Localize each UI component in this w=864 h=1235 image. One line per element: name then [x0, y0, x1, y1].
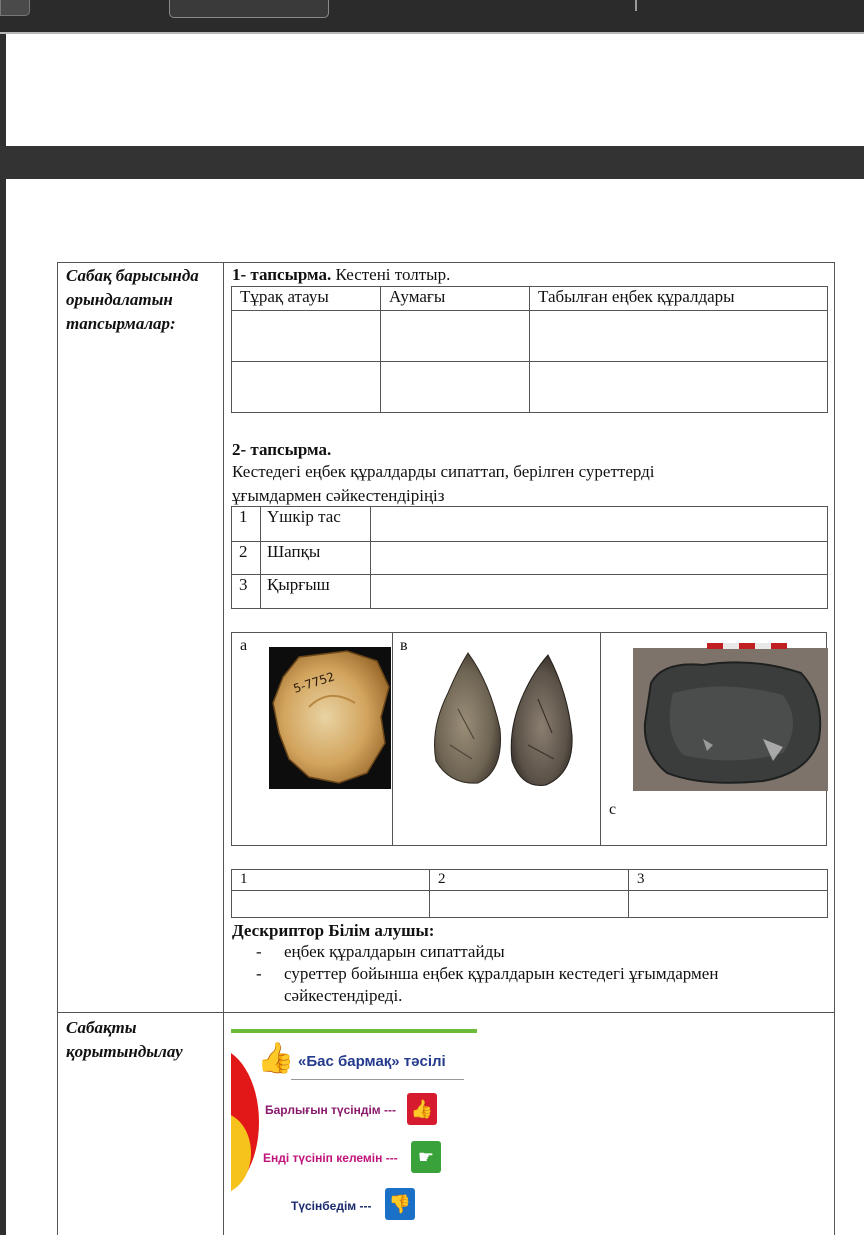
image-divider	[392, 633, 393, 845]
image-label-a: а	[240, 637, 248, 654]
task1-heading: 1- тапсырма.	[232, 265, 332, 284]
image-label-b: в	[400, 637, 408, 654]
image-divider	[600, 633, 601, 845]
answer-cell[interactable]	[232, 891, 430, 918]
task1-cell[interactable]	[530, 311, 828, 362]
handaxe-image	[428, 649, 578, 795]
task1-cell[interactable]	[381, 311, 530, 362]
task1-table	[231, 286, 828, 413]
toolbar-left-button[interactable]	[0, 0, 30, 16]
task2-row-name: Қырғыш	[261, 575, 371, 609]
image-label-c: с	[609, 801, 617, 818]
toolbar-separator	[635, 0, 637, 11]
answer-header-1: 1	[232, 870, 430, 891]
descriptor-item-continuation: сәйкестендіреді.	[284, 986, 403, 1005]
task1-cell[interactable]	[530, 362, 828, 413]
summary-heading: Сабақты қорытындылау	[66, 1018, 183, 1061]
answer-cell[interactable]	[629, 891, 828, 918]
scraper-stone-image	[633, 643, 828, 791]
option-understood: Барлығын түсіндім ---	[265, 1103, 396, 1117]
row-divider	[58, 1012, 834, 1013]
task1-line	[232, 264, 450, 286]
title-underline	[291, 1079, 464, 1080]
thumbs-title: «Бас бармақ» тәсілі	[298, 1053, 446, 1070]
tools-images	[231, 632, 827, 846]
descriptor-heading: Дескриптор Білім алушы:	[232, 921, 435, 940]
task2-row-num: 3	[232, 575, 261, 609]
descriptor-item: - суреттер бойынша еңбек құралдарын кестедегі ұғымдармен	[256, 964, 719, 983]
task2-line1: Кестедегі еңбек құралдарды сипаттап, берілген суреттерді	[232, 462, 655, 481]
toolbar-center-button[interactable]	[169, 0, 329, 18]
task2-table	[231, 506, 828, 609]
page-gap-band	[0, 146, 864, 179]
answer-header-3: 3	[629, 870, 828, 891]
task2-row-num: 2	[232, 542, 261, 575]
task1-cell[interactable]	[232, 362, 381, 413]
task1-text: Кестені толтыр.	[335, 265, 451, 284]
task2-row-name: Үшкір тас	[261, 507, 371, 542]
descriptor-list	[256, 941, 718, 1007]
task1-cell[interactable]	[232, 311, 381, 362]
thumbs-up-hand-icon: 👍	[257, 1042, 295, 1075]
thumbs-down-icon: 👎	[385, 1188, 415, 1220]
task2-row-answer[interactable]	[371, 542, 828, 575]
task1-header-area: Аумағы	[381, 287, 530, 311]
task1-cell[interactable]	[381, 362, 530, 413]
task1-header-site: Тұрақ атауы	[232, 287, 381, 311]
flake-stone-image	[269, 647, 391, 789]
viewer-toolbar	[0, 0, 864, 34]
task1-header-tools: Табылған еңбек құралдары	[530, 287, 828, 311]
answer-table	[231, 869, 828, 918]
thumbs-sideways-icon: ☛	[411, 1141, 441, 1173]
task2-row-answer[interactable]	[371, 575, 828, 609]
stone-catalog-number: 5-7752	[291, 669, 337, 696]
task2-row-num: 1	[232, 507, 261, 542]
task2-heading: 2- тапсырма.	[232, 440, 332, 459]
option-understanding: Енді түсініп келемін ---	[263, 1151, 398, 1165]
descriptor-item: - еңбек құралдарын сипаттайды	[256, 942, 505, 961]
task2-row-name: Шапқы	[261, 542, 371, 575]
thumbs-up-icon: 👍	[407, 1093, 437, 1125]
answer-cell[interactable]	[430, 891, 629, 918]
left-edge-strip	[0, 34, 6, 1235]
option-not-understood: Түсінбедім ---	[291, 1199, 372, 1213]
task2-line2: ұғымдармен сәйкестендіріңіз	[232, 486, 445, 505]
task2-row-answer[interactable]	[371, 507, 828, 542]
thumbs-method-image	[231, 1029, 477, 1235]
answer-header-2: 2	[430, 870, 629, 891]
column-divider	[223, 263, 224, 1235]
tasks-heading: Сабақ барысында орындалатын тапсырмалар:	[66, 266, 199, 333]
